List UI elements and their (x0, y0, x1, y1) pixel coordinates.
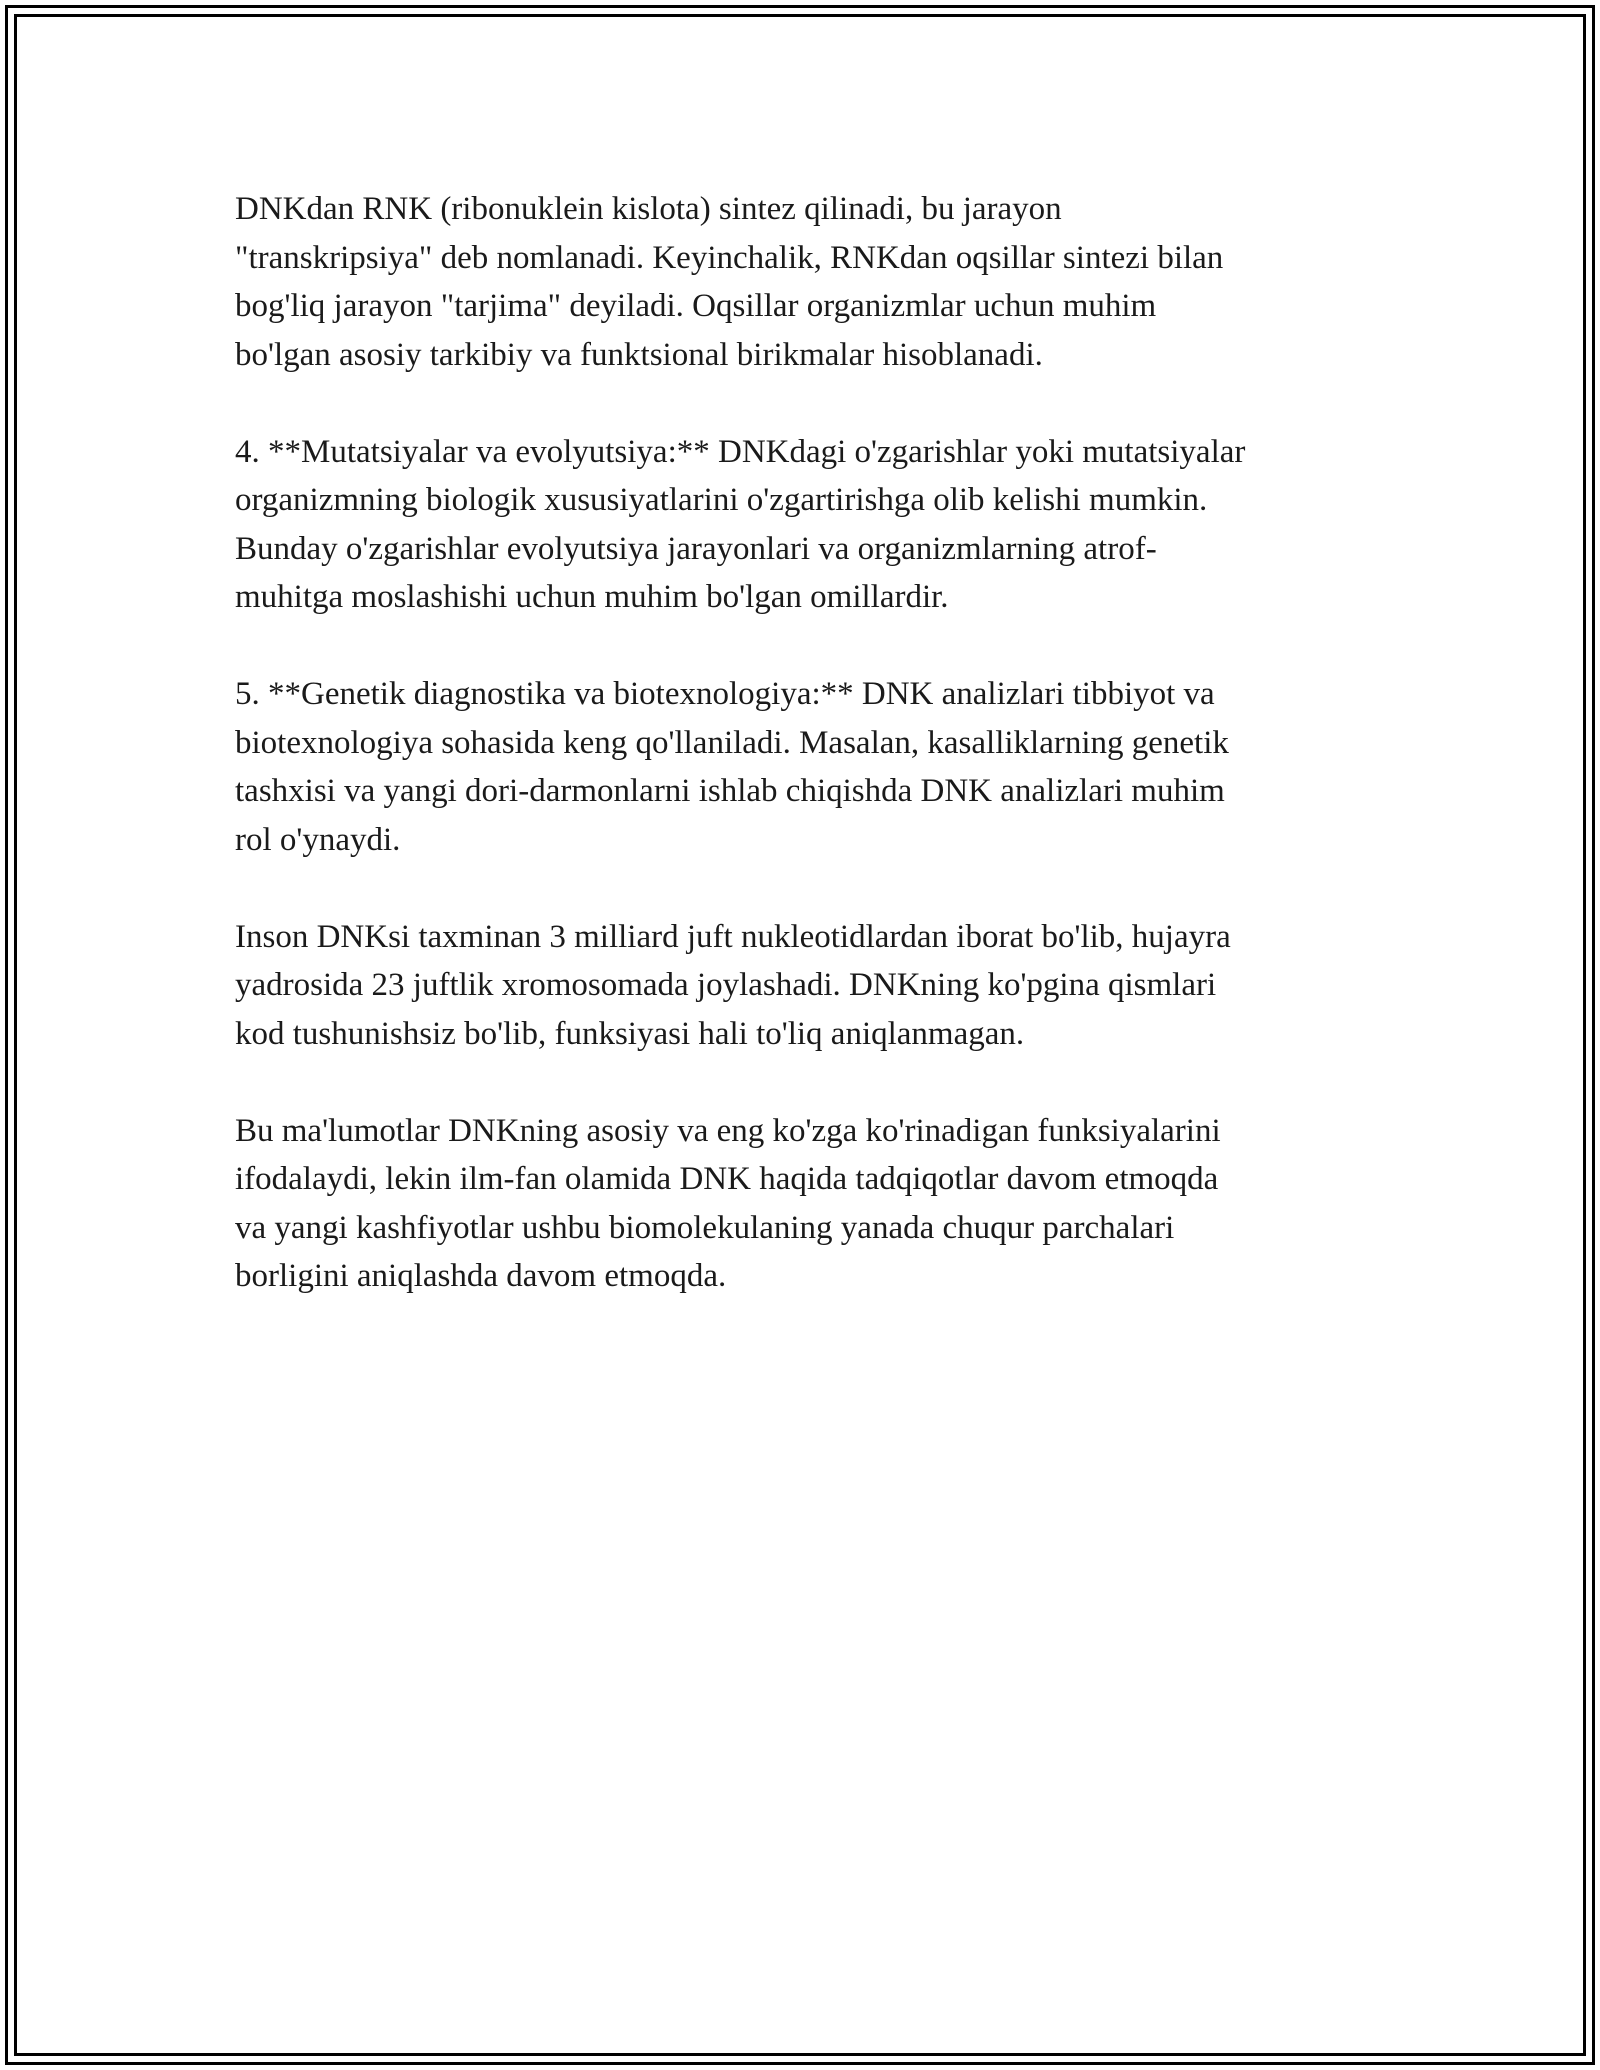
paragraph-conclusion: Bu ma'lumotlar DNKning asosiy va eng ko'zga ko'rinadigan funksiyalarini ifodalaydi, lekin ilm-fan olamida DNK haqida tadqiqotlar davom etmoqda va yangi kashfiyotlar ushbu biomolekulaning yanada chuqur parchalari borligini aniqlashda davom etmoqda. (235, 1112, 1221, 1294)
paragraph-transcription: DNKdan RNK (ribonuklein kislota) sintez qilinadi, bu jarayon "transkripsiya" deb nomlanadi. Keyinchalik, RNKdan oqsillar sintezi bilan bog'liq jarayon "tarjima" deyiladi. Oqsillar organizmlar uchun muhim bo'lgan asosiy tarkibiy va funktsional birikmalar hisoblanadi. (235, 191, 1224, 373)
paragraph-mutations-evolution: 4. **Mutatsiyalar va evolyutsiya:** DNKdagi o'zgarishlar yoki mutatsiyalar organizmning biologik xususiyatlarini o'zgartirishga olib kelishi mumkin. Bunday o'zgarishlar evolyutsiya jarayonlari va organizmlarning atrof- muhitga moslashishi uchun muhim bo'lgan omillardir. (235, 433, 1246, 615)
document-body (235, 185, 1375, 1349)
paragraph-genetic-diagnostics: 5. **Genetik diagnostika va biotexnologiya:** DNK analizlari tibbiyot va biotexnologiya sohasida keng qo'llaniladi. Masalan, kasalliklarning genetik tashxisi va yangi dori-darmonlarni ishlab chiqishda DNK analizlari muhim rol o'ynaydi. (235, 676, 1229, 858)
paragraph-human-dna: Inson DNKsi taxminan 3 milliard juft nukleotidlardan iborat bo'lib, hujayra yadrosida 23 juftlik xromosomada joylashadi. DNKning ko'pgina qismlari kod tushunishsiz bo'lib, funksiyasi hali to'liq aniqlanmagan. (235, 918, 1231, 1052)
